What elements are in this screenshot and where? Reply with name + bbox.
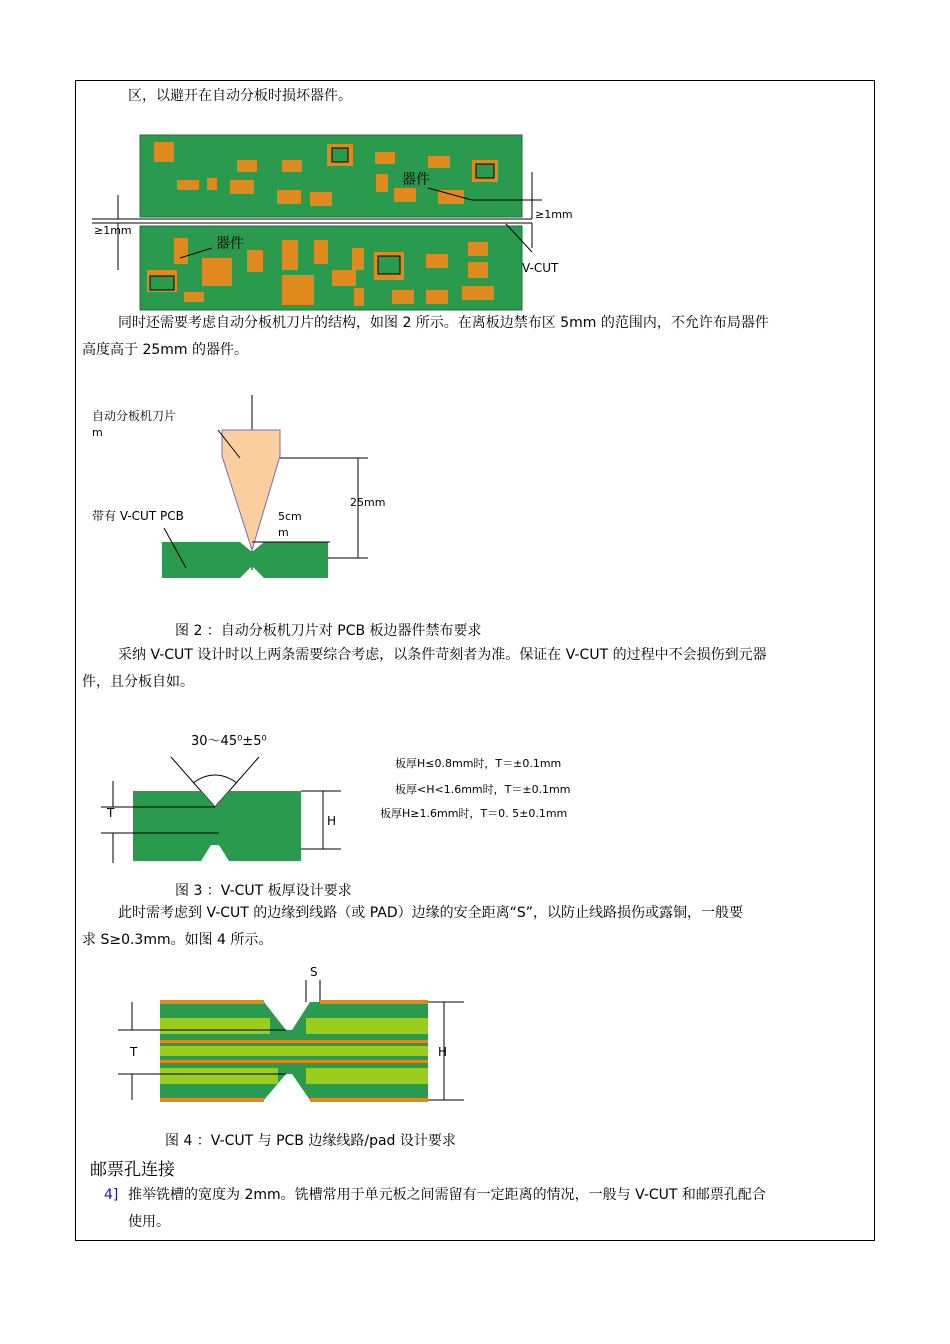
list-item-number: 4] <box>104 1187 119 1203</box>
label-pcb: 带有 V-CUT PCB <box>92 509 184 523</box>
figure-3-thickness <box>95 725 615 875</box>
figure-4-edge-clearance <box>110 960 480 1110</box>
paragraph-line: 此时需考虑到 V-CUT 的边缘到线路（或 PAD）边缘的安全距离“S”，以防止线路损伤或露铜，一般要 <box>118 905 744 921</box>
blade-shape <box>222 430 280 550</box>
paragraph-avoid-damage <box>128 83 352 110</box>
list-item-text: 推举铣槽的宽度为 2mm。铣槽常用于单元板之间需留有一定距离的情况，一般与 V-CUT 和邮票孔配合 <box>128 1187 766 1203</box>
label-blade-unit: m <box>92 426 103 439</box>
label-angle: 30～45⁰±5⁰ <box>191 734 267 749</box>
caption-figure-3: 图 3 ：V-CUT 板厚设计要求 <box>175 883 352 899</box>
spec-thick: 板厚H≥1.6mm时，T＝0. 5±0.1mm <box>380 807 568 820</box>
figure-2-blade <box>90 390 410 590</box>
label-gap-right: ≥1mm <box>535 208 573 221</box>
label-5cm-unit: m <box>278 526 289 539</box>
spec-mid: 板厚<H<1.6mm时，T＝±0.1mm <box>395 783 571 796</box>
paragraph-line: 同时还需要考虑自动分板机刀片的结构，如图 2 所示。在离板边禁布区 5mm 的范围内，不允许布局器件 <box>118 315 769 331</box>
paragraph-line: 件，且分板自如。 <box>82 674 194 690</box>
list-item-text: 使用。 <box>128 1214 170 1230</box>
paragraph-combined <box>82 642 872 696</box>
label-component-bottom: 器件 <box>216 236 244 252</box>
label-component-top: 器件 <box>402 172 430 188</box>
label-gap-left: ≥1mm <box>94 224 132 237</box>
paragraph-line: 采纳 V-CUT 设计时以上两条需要综合考虑，以条件苛刻者为准。保证在 V-CUT 的过程中不会损伤到元器 <box>118 647 767 663</box>
paragraph-blade-structure <box>82 310 872 364</box>
label-blade: 自动分板机刀片 <box>92 409 177 423</box>
pcb-cross-section <box>133 791 301 861</box>
pcb-with-vcut <box>162 542 328 578</box>
figure-1-pcb-clearance <box>92 130 612 315</box>
label-t: T <box>107 806 115 820</box>
label-h: H <box>327 814 337 828</box>
spec-thin: 板厚H≤0.8mm时，T＝±0.1mm <box>395 757 562 770</box>
label-h: H <box>438 1045 448 1059</box>
paragraph-safe-distance <box>82 900 872 954</box>
caption-figure-4: 图 4 ：V-CUT 与 PCB 边缘线路/pad 设计要求 <box>165 1133 456 1149</box>
label-25mm: 25mm <box>350 496 386 509</box>
caption-figure-2: 图 2 ：自动分板机刀片对 PCB 板边器件禁布要求 <box>175 623 482 639</box>
label-5cm: 5cm <box>278 510 302 523</box>
paragraph-line: 高度高于 25mm 的器件。 <box>82 342 248 358</box>
paragraph-line: 求 S≥0.3mm。如图 4 所示。 <box>82 932 273 948</box>
section-heading-stamp-hole: 邮票孔连接 <box>90 1160 175 1180</box>
label-vcut: V-CUT <box>522 261 559 275</box>
paragraph-text: 区，以避开在自动分板时损坏器件。 <box>128 88 352 104</box>
label-s: S <box>310 965 318 979</box>
list-item-milling-slot <box>104 1182 766 1236</box>
label-t: T <box>130 1045 138 1059</box>
